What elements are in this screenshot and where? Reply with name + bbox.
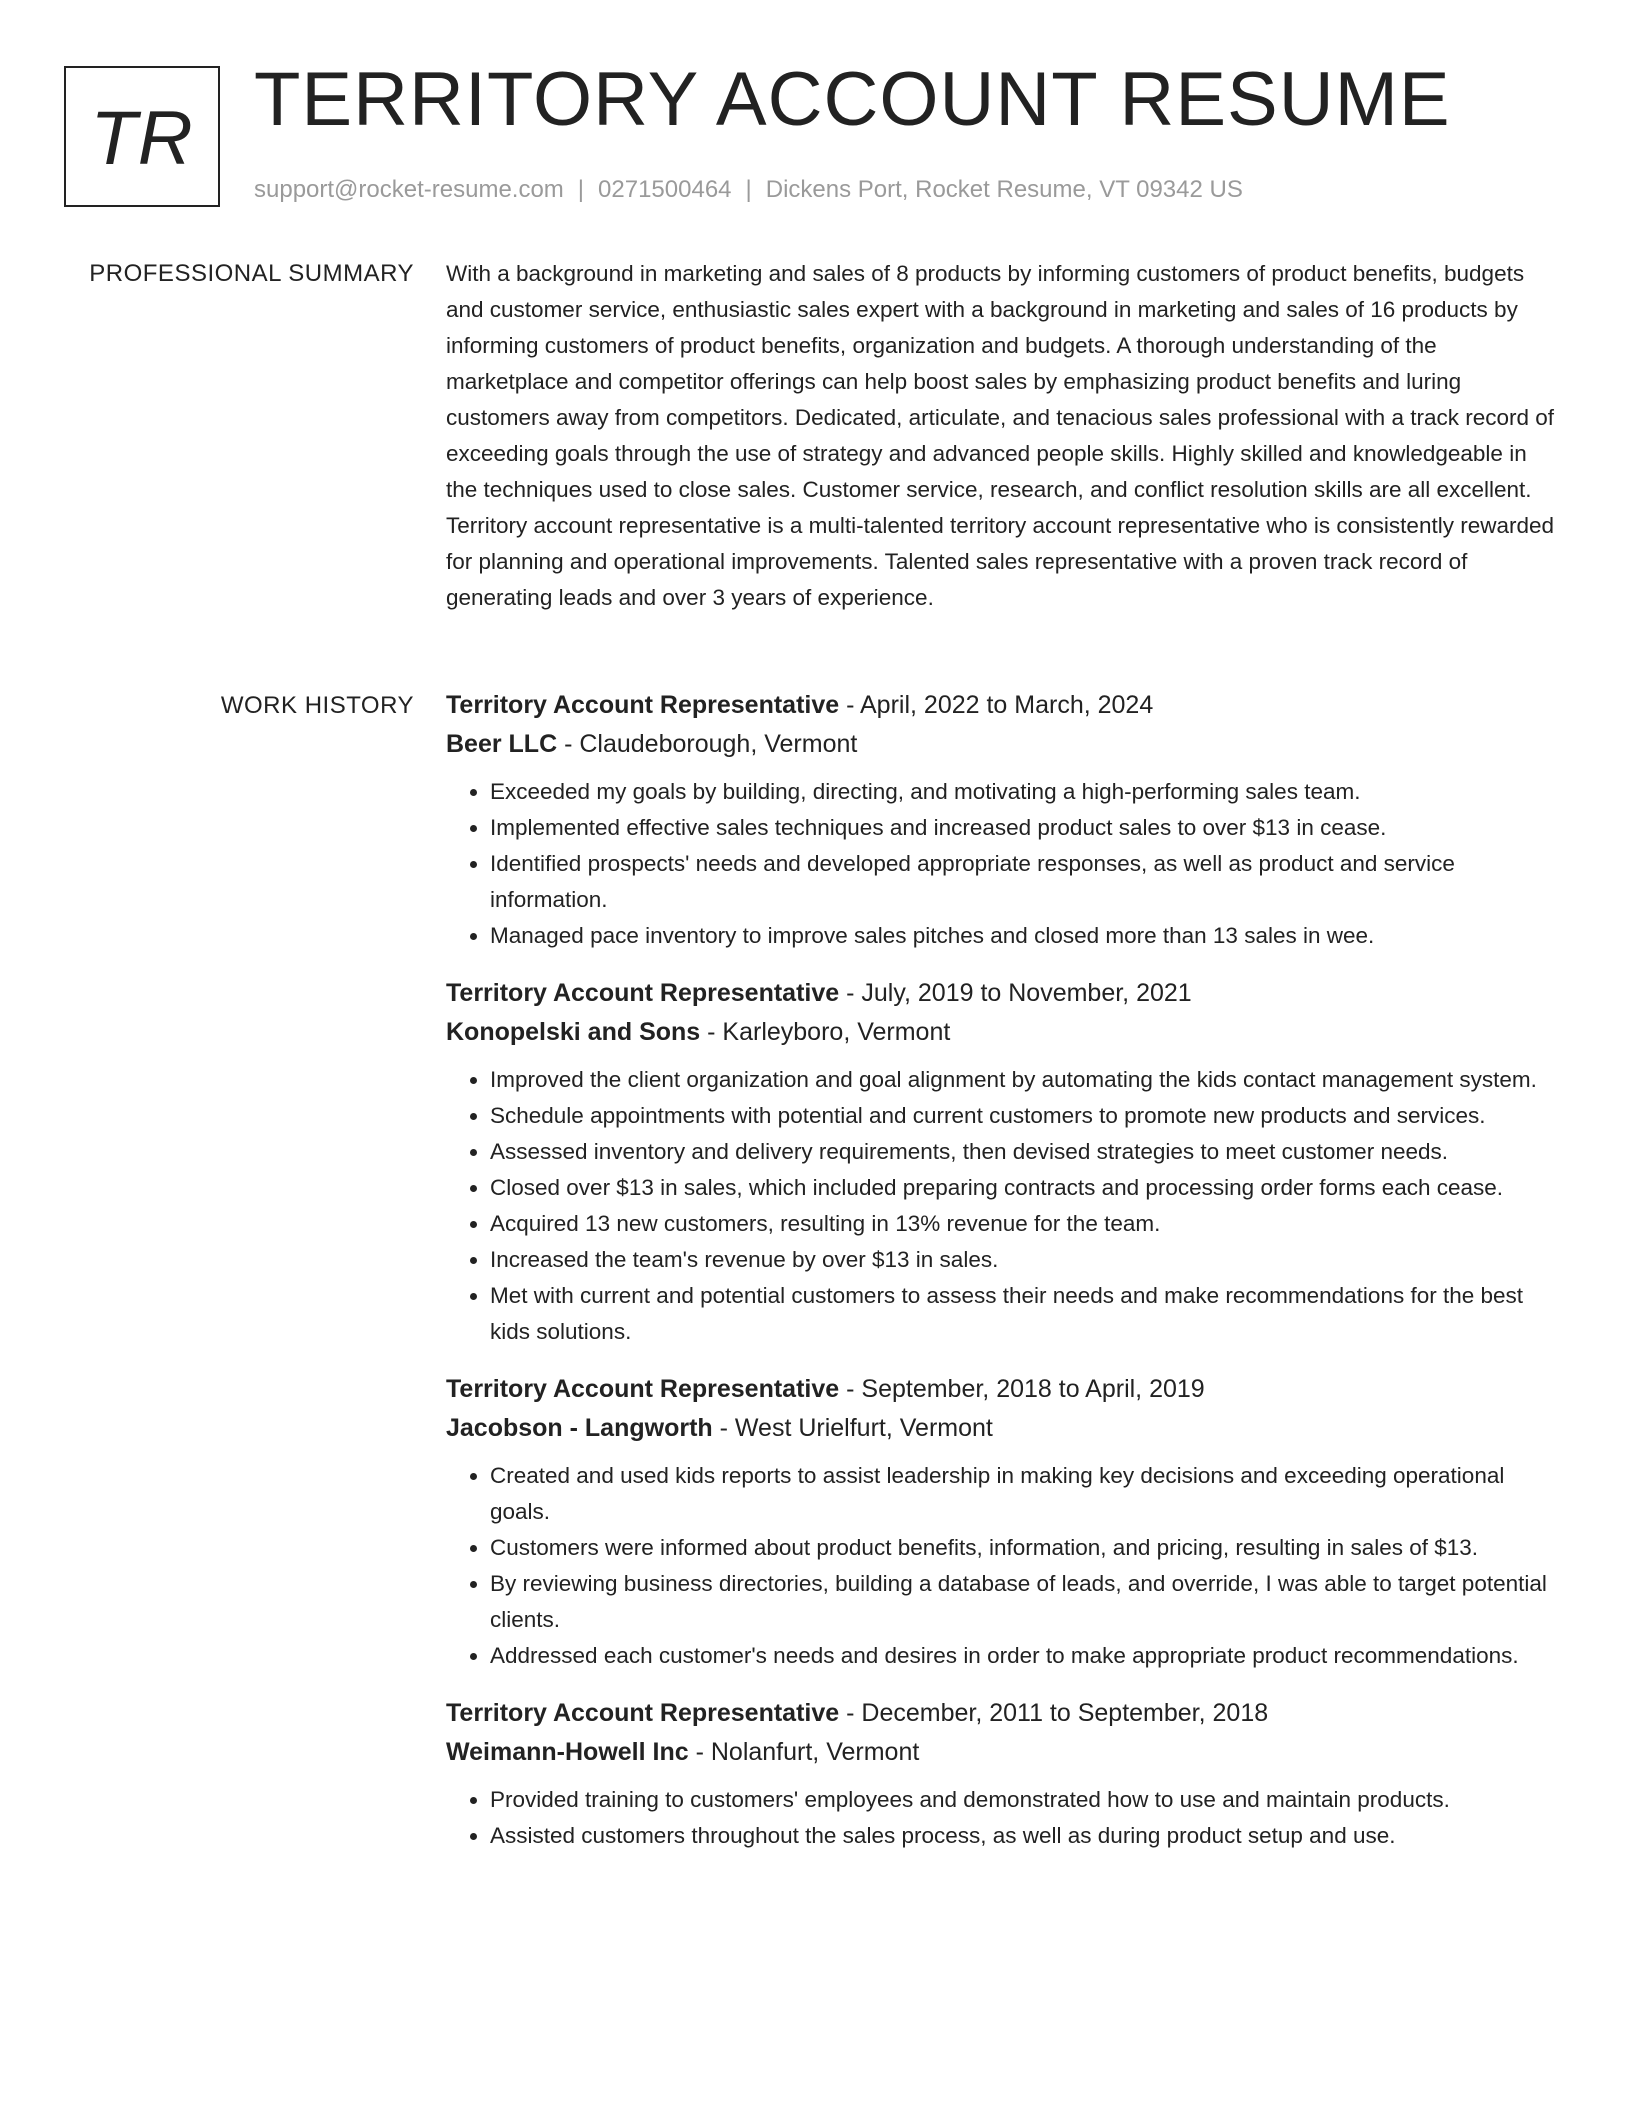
job-company: Jacobson - Langworth	[446, 1414, 713, 1442]
job-entry	[446, 974, 1564, 1350]
job-title: Territory Account Representative	[446, 1375, 840, 1403]
resume-header	[0, 0, 1632, 240]
monogram: TR	[90, 95, 194, 181]
contact-separator: |	[745, 176, 752, 203]
job-bullet: • Addressed each customer's needs and desires in order to make appropriate product recommendations.	[490, 1638, 1564, 1674]
job-bullet: • Identified prospects' needs and developed appropriate responses, as well as product and service information.	[490, 846, 1564, 918]
job-company-line	[446, 1013, 1564, 1052]
summary-text: With a background in marketing and sales of 8 products by informing customers of product benefits, budgets and customer service, enthusiastic sales expert with a background in marketing and sales of 16 products by informing customers of product benefits, organization and budgets. A thorough understanding of the marketplace and competitor offerings can help boost sales by emphasizing product benefits and luring customers away from competitors. Dedicated, articulate, and tenacious sales professional with a track record of exceeding goals through the use of strategy and advanced people skills. Highly skilled and knowledgeable in the techniques used to close sales. Customer service, research, and conflict resolution skills are all excellent. Territory account representative is a multi-talented territory account representative who is consistently rewarded for planning and operational improvements. Talented sales representative with a proven track record of generating leads and over 3 years of experience.	[446, 261, 1555, 610]
job-title-line	[446, 686, 1564, 725]
job-bullet: • Acquired 13 new customers, resulting in 13% revenue for the team.	[490, 1206, 1564, 1242]
job-location: - Karleyboro, Vermont	[700, 1018, 951, 1046]
job-company: Beer LLC	[446, 730, 558, 758]
job-bullet: • Managed pace inventory to improve sales pitches and closed more than 13 sales in wee.	[490, 918, 1564, 954]
contact-address: Dickens Port, Rocket Resume, VT 09342 US	[765, 176, 1243, 203]
contact-separator: |	[577, 176, 585, 203]
job-title: Territory Account Representative	[446, 691, 840, 719]
job-dates: - April, 2022 to March, 2024	[839, 691, 1154, 719]
job-bullets	[446, 774, 1564, 954]
job-company: Weimann-Howell Inc	[446, 1738, 689, 1766]
job-entry	[446, 1694, 1564, 1854]
job-company-line	[446, 725, 1564, 764]
job-bullets	[446, 1062, 1564, 1350]
contact-phone[interactable]: 0271500464	[598, 176, 732, 203]
job-bullet: • Met with current and potential customers to assess their needs and make recommendations for the best kids solutions.	[490, 1278, 1564, 1350]
monogram-box	[64, 66, 220, 207]
contact-email[interactable]: support@rocket-resume.com	[254, 176, 564, 203]
resume-title: TERRITORY ACCOUNT RESUME	[254, 57, 1451, 142]
job-bullets	[446, 1458, 1564, 1674]
job-bullet: • Assisted customers throughout the sales process, as well as during product setup and use.	[490, 1818, 1564, 1854]
job-entry	[446, 1370, 1564, 1674]
section-label-work: WORK HISTORY	[220, 692, 414, 719]
job-dates: - September, 2018 to April, 2019	[839, 1375, 1205, 1403]
work-history-body	[446, 686, 1564, 1874]
job-title: Territory Account Representative	[446, 1699, 840, 1727]
job-bullet: • Schedule appointments with potential and current customers to promote new products and services.	[490, 1098, 1564, 1134]
job-bullet: • Customers were informed about product benefits, information, and pricing, resulting in sales of $13.	[490, 1530, 1564, 1566]
job-bullet: • By reviewing business directories, building a database of leads, and override, I was able to target potential clients.	[490, 1566, 1564, 1638]
job-bullet: • Assessed inventory and delivery requirements, then devised strategies to meet customer needs.	[490, 1134, 1564, 1170]
contact-line	[254, 174, 1243, 205]
job-bullet: • Exceeded my goals by building, directing, and motivating a high-performing sales team.	[490, 774, 1564, 810]
summary-body	[446, 256, 1564, 616]
job-bullet: • Implemented effective sales techniques and increased product sales to over $13 in cease.	[490, 810, 1564, 846]
job-dates: - July, 2019 to November, 2021	[839, 979, 1192, 1007]
job-location: - Nolanfurt, Vermont	[688, 1738, 920, 1766]
job-bullet: • Closed over $13 in sales, which included preparing contracts and processing order forms each cease.	[490, 1170, 1564, 1206]
job-bullet: • Improved the client organization and goal alignment by automating the kids contact management system.	[490, 1062, 1564, 1098]
job-title-line	[446, 974, 1564, 1013]
job-title-line	[446, 1370, 1564, 1409]
job-location: - West Urielfurt, Vermont	[712, 1414, 993, 1442]
job-entry	[446, 686, 1564, 954]
job-company-line	[446, 1409, 1564, 1448]
job-bullet: • Created and used kids reports to assist leadership in making key decisions and exceeding operational goals.	[490, 1458, 1564, 1530]
job-location: - Claudeborough, Vermont	[557, 730, 858, 758]
job-company-line	[446, 1733, 1564, 1772]
job-bullets	[446, 1782, 1564, 1854]
job-bullet: • Increased the team's revenue by over $13 in sales.	[490, 1242, 1564, 1278]
job-company: Konopelski and Sons	[446, 1018, 701, 1046]
job-title-line	[446, 1694, 1564, 1733]
job-dates: - December, 2011 to September, 2018	[839, 1699, 1269, 1727]
section-label-summary: PROFESSIONAL SUMMARY	[89, 260, 414, 287]
job-title: Territory Account Representative	[446, 979, 840, 1007]
job-bullet: • Provided training to customers' employees and demonstrated how to use and maintain products.	[490, 1782, 1564, 1818]
